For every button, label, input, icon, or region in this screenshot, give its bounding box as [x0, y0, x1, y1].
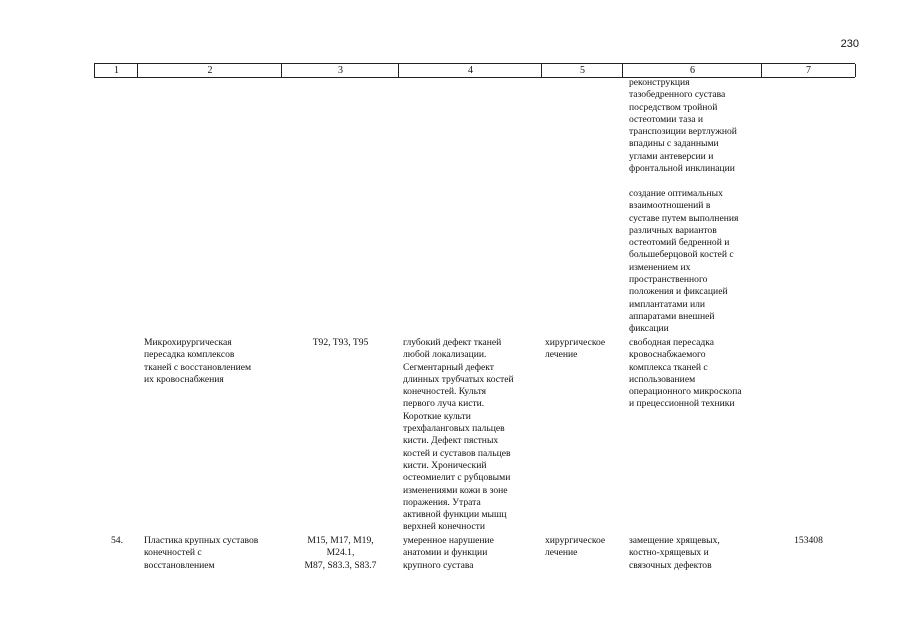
row-54-method-name: Пластика крупных суставов конечностей с восстановлением: [144, 535, 259, 571]
micro-icd-codes: T92, T93, T95: [312, 337, 369, 348]
micro-method-description: свободная пересадка кровоснабжаемого комплекса тканей с использованием операционного микроскопа и прецессионной техники: [629, 337, 742, 410]
row-54-treatment-type: хирургическое лечение: [545, 535, 606, 559]
table-header-row: [94, 63, 855, 78]
column-number-6: 6: [622, 64, 762, 77]
column-number-2: 2: [137, 64, 282, 77]
row-54-icd-codes: M15, M17, M19, M24.1, M87, S83.3, S83.7: [304, 535, 377, 571]
micro-method-name: Микрохирургическая пересадка комплексов тканей с восстановлением их кровоснабжения: [144, 337, 252, 385]
column-number-7: 7: [761, 64, 856, 77]
row-54-method-description: замещение хрящевых, костно-хрящевых и связочных дефектов: [629, 535, 720, 571]
page-number: 230: [840, 38, 859, 50]
row-54-number: 54.: [111, 535, 123, 546]
row-54-patient-model: умеренное нарушение анатомии и функции крупного сустава: [403, 535, 494, 571]
row-54-cost: 153408: [794, 535, 823, 546]
column-number-3: 3: [281, 64, 399, 77]
col6-continuation-a: реконструкция тазобедренного сустава посредством тройной остеотомии таза и транспозиции вертлужной впадины с заданными углами антеверсии и фронтальной инклинации: [629, 77, 737, 175]
column-number-1: 1: [94, 64, 138, 77]
micro-treatment-type: хирургическое лечение: [545, 337, 606, 361]
column-number-5: 5: [541, 64, 623, 77]
column-number-4: 4: [398, 64, 542, 77]
micro-patient-model: глубокий дефект тканей любой локализации. Сегментарный дефект длинных трубчатых костей конечностей. Культя первого луча кисти. Короткие культи трехфаланговых пальцев кисти. Дефект пястных костей и суставов пальцев кисти. Хронический остеомиелит с рубцовыми изменениями кожи в зоне поражения. Утрата активной функции мышц верхней конечности: [403, 337, 514, 533]
col6-continuation-b: создание оптимальных взаимоотношений в суставе путем выполнения различных вариантов остеотомий бедренной и большеберцовой костей с изменением их пространственного положения и фиксацией имплантатами или аппаратами внешней фиксации: [629, 188, 739, 335]
